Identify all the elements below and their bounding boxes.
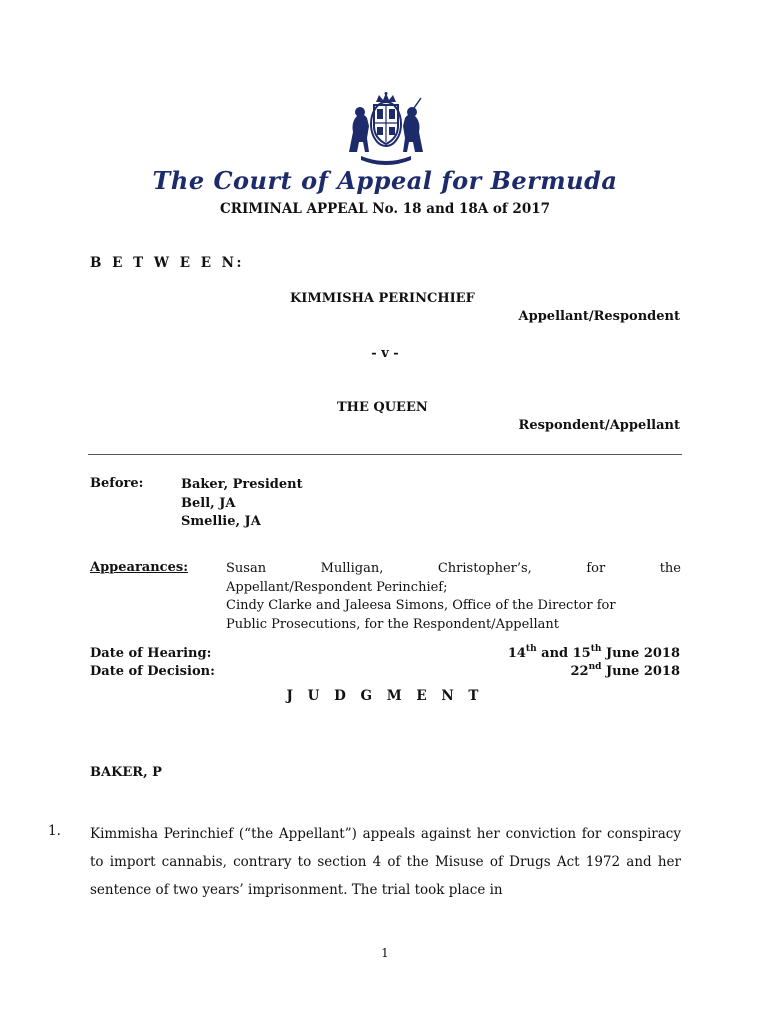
party2-role: Respondent/Appellant — [518, 418, 680, 433]
appeal-number: CRIMINAL APPEAL No. 18 and 18A of 2017 — [219, 201, 551, 217]
appearances-line: Public Prosecutions, for the Respondent/Appellant — [226, 616, 559, 632]
royal-coat-of-arms-icon — [343, 92, 429, 166]
judges-list — [181, 476, 303, 532]
divider — [88, 454, 682, 455]
appearances-label: Appearances: — [90, 560, 188, 575]
hearing-date-label: Date of Hearing: — [90, 646, 212, 661]
versus: - v - — [371, 346, 399, 361]
judgment-heading: J U D G M E N T — [286, 688, 484, 704]
before-label: Before: — [90, 476, 144, 491]
appearances-word: the — [659, 561, 681, 576]
judge-name: Bell, JA — [181, 495, 236, 511]
appearances-word: Susan — [226, 561, 267, 576]
appearances-line: Cindy Clarke and Jaleesa Simons, Office of the Director for — [226, 598, 616, 613]
judge-heading: BAKER, P — [90, 765, 162, 780]
decision-date-label: Date of Decision: — [90, 664, 215, 679]
appearances-word: Mulligan, — [320, 561, 384, 576]
appearances-first-line — [226, 560, 681, 579]
party2-name: THE QUEEN — [337, 400, 428, 415]
hearing-date: 14th and 15th June 2018 — [507, 644, 680, 661]
appearances-line: Appellant/Respondent Perinchief; — [226, 579, 448, 595]
judge-name: Baker, President — [181, 477, 303, 492]
between-label: B E T W E E N: — [90, 255, 245, 271]
party1-name: KIMMISHA PERINCHIEF — [290, 291, 475, 306]
appearances-text — [226, 560, 681, 634]
page-number: 1 — [381, 946, 389, 960]
decision-date: 22nd June 2018 — [570, 662, 680, 679]
party1-role: Appellant/Respondent — [518, 309, 680, 324]
judge-name: Smellie, JA — [181, 514, 261, 529]
paragraph-text: Kimmisha Perinchief (“the Appellant”) appeals against her conviction for conspiracy to import cannabis, contrary to section 4 of the Misuse of Drugs Act 1972 and her sentence of two years’ imprisonment. The trial took place in — [90, 826, 681, 898]
appearances-word: Christopher’s, — [437, 561, 532, 576]
court-title: The Court of Appeal for Bermuda — [152, 166, 618, 195]
appearances-word: for — [586, 561, 606, 576]
paragraph-number: 1. — [48, 823, 61, 839]
